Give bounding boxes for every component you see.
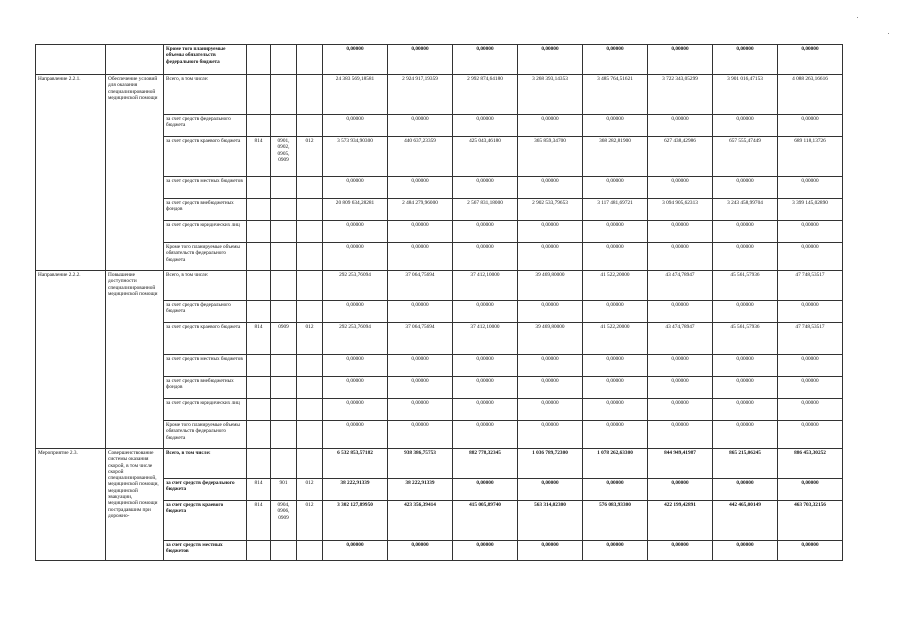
- amount-cell: 0,00000: [648, 177, 713, 199]
- amount-cell: 0,00000: [648, 377, 713, 399]
- target-article-cell: [297, 115, 323, 137]
- amount-cell: 47 748,53517: [778, 323, 843, 355]
- amount-cell: 0,00000: [518, 301, 583, 323]
- amount-cell: 368 282,81900: [583, 137, 648, 177]
- amount-cell: 365 859,34700: [518, 137, 583, 177]
- amount-cell: 0,00000: [648, 115, 713, 137]
- amount-cell: 0,00000: [648, 399, 713, 421]
- amount-cell: 0,00000: [778, 301, 843, 323]
- funding-source-cell: за счет средств федерального бюджета: [164, 301, 247, 323]
- target-article-cell: [297, 199, 323, 221]
- amount-cell: 0,00000: [648, 355, 713, 377]
- section-code-cell: [271, 221, 297, 243]
- amount-cell: 37 064,75694: [388, 271, 453, 301]
- amount-cell: 0,00000: [778, 541, 843, 561]
- amount-cell: 1 078 262,63300: [583, 449, 648, 479]
- grbs-code-cell: [247, 221, 271, 243]
- description-cell: Обеспечение условий для оказания специализированной медицинской помощи: [106, 75, 164, 271]
- amount-cell: 0,00000: [583, 115, 648, 137]
- amount-cell: 0,00000: [713, 541, 778, 561]
- section-code-cell: [271, 45, 297, 75]
- grbs-code-cell: [247, 243, 271, 271]
- target-article-cell: [297, 541, 323, 561]
- funding-source-cell: за счет средств юридических лиц: [164, 399, 247, 421]
- amount-cell: 39 469,80000: [518, 323, 583, 355]
- amount-cell: 938 386,75753: [388, 449, 453, 479]
- amount-cell: 4 088 263,16616: [778, 75, 843, 115]
- amount-cell: 0,00000: [323, 301, 388, 323]
- grbs-code-cell: [247, 421, 271, 449]
- amount-cell: 1 036 789,72300: [518, 449, 583, 479]
- funding-source-cell: за счет средств внебюджетных фондов: [164, 377, 247, 399]
- funding-source-cell: Кроме того планируемые объемы обязательств федерального бюджета: [164, 243, 247, 271]
- amount-cell: 563 314,02300: [518, 501, 583, 541]
- amount-cell: 0,00000: [778, 479, 843, 501]
- amount-cell: 3 302 127,89950: [323, 501, 388, 541]
- amount-cell: 38 222,91339: [388, 479, 453, 501]
- amount-cell: 3 485 764,51621: [583, 75, 648, 115]
- budget-table-body: [36, 45, 843, 561]
- direction-cell: Направление 2.2.1.: [36, 75, 106, 271]
- target-article-cell: 012: [297, 501, 323, 541]
- table-row: [36, 449, 843, 479]
- amount-cell: 0,00000: [778, 355, 843, 377]
- funding-source-cell: за счет средств федерального бюджета: [164, 479, 247, 501]
- amount-cell: 0,00000: [778, 115, 843, 137]
- amount-cell: 43 474,78947: [648, 271, 713, 301]
- amount-cell: 37 064,75694: [388, 323, 453, 355]
- amount-cell: 0,00000: [648, 479, 713, 501]
- section-code-cell: 901: [271, 479, 297, 501]
- section-code-cell: [271, 243, 297, 271]
- section-code-cell: [271, 541, 297, 561]
- amount-cell: 0,00000: [388, 177, 453, 199]
- grbs-code-cell: [247, 177, 271, 199]
- target-article-cell: [297, 243, 323, 271]
- amount-cell: 0,00000: [583, 177, 648, 199]
- amount-cell: 0,00000: [778, 45, 843, 75]
- amount-cell: 0,00000: [583, 479, 648, 501]
- amount-cell: 0,00000: [583, 541, 648, 561]
- amount-cell: 0,00000: [648, 45, 713, 75]
- amount-cell: 0,00000: [583, 399, 648, 421]
- amount-cell: 47 748,53517: [778, 271, 843, 301]
- amount-cell: 2 902 533,79653: [518, 199, 583, 221]
- amount-cell: 422 199,42891: [648, 501, 713, 541]
- amount-cell: 0,00000: [518, 243, 583, 271]
- amount-cell: 0,00000: [323, 421, 388, 449]
- amount-cell: 0,00000: [713, 221, 778, 243]
- grbs-code-cell: [247, 377, 271, 399]
- table-row: [36, 75, 843, 115]
- amount-cell: 0,00000: [388, 355, 453, 377]
- funding-source-cell: Всего, в том числе:: [164, 271, 247, 301]
- grbs-code-cell: [247, 271, 271, 301]
- amount-cell: 43 474,78947: [648, 323, 713, 355]
- amount-cell: 0,00000: [453, 45, 518, 75]
- amount-cell: 0,00000: [388, 45, 453, 75]
- amount-cell: 0,00000: [453, 377, 518, 399]
- amount-cell: 0,00000: [453, 115, 518, 137]
- amount-cell: 2 567 831,18000: [453, 199, 518, 221]
- section-code-cell: [271, 377, 297, 399]
- amount-cell: 0,00000: [518, 45, 583, 75]
- section-code-cell: [271, 115, 297, 137]
- amount-cell: 3 399 145,02890: [778, 199, 843, 221]
- target-article-cell: [297, 421, 323, 449]
- description-cell: Повышение доступности специализированной медицинской помощи: [106, 271, 164, 449]
- section-code-cell: [271, 355, 297, 377]
- amount-cell: 0,00000: [518, 541, 583, 561]
- amount-cell: 41 522,20000: [583, 271, 648, 301]
- amount-cell: 689 118,13726: [778, 137, 843, 177]
- target-article-cell: [297, 177, 323, 199]
- amount-cell: 0,00000: [583, 421, 648, 449]
- funding-source-cell: Всего, в том числе:: [164, 449, 247, 479]
- scan-speck: [888, 33, 889, 34]
- grbs-code-cell: [247, 115, 271, 137]
- grbs-code-cell: [247, 355, 271, 377]
- amount-cell: 38 222,91339: [323, 479, 388, 501]
- amount-cell: 423 356,39414: [388, 501, 453, 541]
- amount-cell: 3 243 458,99704: [713, 199, 778, 221]
- amount-cell: 0,00000: [453, 355, 518, 377]
- amount-cell: 0,00000: [648, 421, 713, 449]
- direction-cell: [36, 45, 106, 75]
- description-cell: [106, 45, 164, 75]
- amount-cell: 0,00000: [648, 541, 713, 561]
- amount-cell: 0,00000: [648, 243, 713, 271]
- table-row: [36, 45, 843, 75]
- amount-cell: 576 083,93300: [583, 501, 648, 541]
- amount-cell: 0,00000: [713, 421, 778, 449]
- amount-cell: 0,00000: [518, 355, 583, 377]
- amount-cell: 0,00000: [713, 45, 778, 75]
- grbs-code-cell: 814: [247, 501, 271, 541]
- amount-cell: 3 573 934,90300: [323, 137, 388, 177]
- section-code-cell: [271, 75, 297, 115]
- amount-cell: 0,00000: [713, 377, 778, 399]
- amount-cell: 0,00000: [583, 377, 648, 399]
- target-article-cell: [297, 449, 323, 479]
- amount-cell: 0,00000: [453, 301, 518, 323]
- funding-source-cell: Кроме того планируемые объемы обязательств федерального бюджета: [164, 421, 247, 449]
- amount-cell: 0,00000: [323, 45, 388, 75]
- amount-cell: 0,00000: [323, 243, 388, 271]
- grbs-code-cell: [247, 45, 271, 75]
- section-code-cell: [271, 421, 297, 449]
- funding-source-cell: за счет средств местных бюджетов: [164, 355, 247, 377]
- amount-cell: 45 561,57936: [713, 271, 778, 301]
- section-code-cell: 0909: [271, 323, 297, 355]
- target-article-cell: 012: [297, 479, 323, 501]
- amount-cell: 0,00000: [323, 177, 388, 199]
- amount-cell: 292 253,76094: [323, 323, 388, 355]
- amount-cell: 0,00000: [583, 355, 648, 377]
- section-code-cell: [271, 271, 297, 301]
- amount-cell: 882 778,32345: [453, 449, 518, 479]
- direction-cell: Мероприятие 2.3.: [36, 449, 106, 561]
- amount-cell: 0,00000: [323, 399, 388, 421]
- funding-source-cell: Всего, в том числе:: [164, 75, 247, 115]
- funding-source-cell: Кроме того планируемые объемы обязательств федерального бюджета: [164, 45, 247, 75]
- grbs-code-cell: [247, 301, 271, 323]
- amount-cell: 0,00000: [518, 221, 583, 243]
- amount-cell: 0,00000: [713, 243, 778, 271]
- target-article-cell: 012: [297, 137, 323, 177]
- amount-cell: 20 809 634,28281: [323, 199, 388, 221]
- amount-cell: 0,00000: [648, 221, 713, 243]
- grbs-code-cell: 814: [247, 137, 271, 177]
- section-code-cell: [271, 301, 297, 323]
- amount-cell: 41 522,20000: [583, 323, 648, 355]
- amount-cell: 0,00000: [713, 479, 778, 501]
- grbs-code-cell: [247, 75, 271, 115]
- amount-cell: 0,00000: [388, 221, 453, 243]
- amount-cell: 0,00000: [713, 301, 778, 323]
- section-code-cell: [271, 199, 297, 221]
- section-code-cell: [271, 177, 297, 199]
- amount-cell: 0,00000: [778, 399, 843, 421]
- target-article-cell: [297, 271, 323, 301]
- amount-cell: 0,00000: [453, 399, 518, 421]
- amount-cell: 0,00000: [453, 221, 518, 243]
- amount-cell: 425 043,46180: [453, 137, 518, 177]
- target-article-cell: [297, 377, 323, 399]
- amount-cell: 0,00000: [713, 355, 778, 377]
- amount-cell: 440 637,23359: [388, 137, 453, 177]
- amount-cell: 45 561,57936: [713, 323, 778, 355]
- grbs-code-cell: [247, 449, 271, 479]
- amount-cell: 2 484 279,96000: [388, 199, 453, 221]
- section-code-cell: 0904, 0906, 0909: [271, 501, 297, 541]
- amount-cell: 627 438,42986: [648, 137, 713, 177]
- amount-cell: 3 094 905,62313: [648, 199, 713, 221]
- amount-cell: 0,00000: [453, 479, 518, 501]
- amount-cell: 37 412,10000: [453, 323, 518, 355]
- amount-cell: 0,00000: [453, 243, 518, 271]
- amount-cell: 39 469,80000: [518, 271, 583, 301]
- target-article-cell: [297, 355, 323, 377]
- amount-cell: 0,00000: [453, 541, 518, 561]
- amount-cell: 886 453,30252: [778, 449, 843, 479]
- target-article-cell: [297, 45, 323, 75]
- amount-cell: 415 005,89740: [453, 501, 518, 541]
- amount-cell: 6 532 853,57182: [323, 449, 388, 479]
- amount-cell: 0,00000: [388, 377, 453, 399]
- target-article-cell: [297, 399, 323, 421]
- funding-source-cell: за счет средств юридических лиц: [164, 221, 247, 243]
- grbs-code-cell: [247, 199, 271, 221]
- funding-source-cell: за счет средств краевого бюджета: [164, 323, 247, 355]
- amount-cell: 0,00000: [713, 399, 778, 421]
- amount-cell: 0,00000: [648, 301, 713, 323]
- amount-cell: 0,00000: [453, 177, 518, 199]
- amount-cell: 0,00000: [518, 399, 583, 421]
- amount-cell: 0,00000: [388, 399, 453, 421]
- amount-cell: 0,00000: [713, 115, 778, 137]
- amount-cell: 3 901 016,47153: [713, 75, 778, 115]
- grbs-code-cell: 814: [247, 479, 271, 501]
- amount-cell: 0,00000: [583, 243, 648, 271]
- amount-cell: 0,00000: [323, 115, 388, 137]
- amount-cell: 0,00000: [778, 421, 843, 449]
- amount-cell: 0,00000: [778, 177, 843, 199]
- amount-cell: 3 268 393,14353: [518, 75, 583, 115]
- funding-source-cell: за счет средств краевого бюджета: [164, 501, 247, 541]
- funding-source-cell: за счет средств внебюджетных фондов: [164, 199, 247, 221]
- target-article-cell: [297, 301, 323, 323]
- amount-cell: 3 722 343,05299: [648, 75, 713, 115]
- amount-cell: 0,00000: [323, 541, 388, 561]
- funding-source-cell: за счет средств федерального бюджета: [164, 115, 247, 137]
- amount-cell: 657 555,47449: [713, 137, 778, 177]
- amount-cell: 0,00000: [388, 541, 453, 561]
- amount-cell: 2 924 917,19359: [388, 75, 453, 115]
- grbs-code-cell: [247, 399, 271, 421]
- grbs-code-cell: 814: [247, 323, 271, 355]
- amount-cell: 0,00000: [778, 221, 843, 243]
- amount-cell: 0,00000: [583, 221, 648, 243]
- direction-cell: Направление 2.2.2.: [36, 271, 106, 449]
- amount-cell: 0,00000: [518, 421, 583, 449]
- amount-cell: 0,00000: [518, 177, 583, 199]
- amount-cell: 0,00000: [323, 221, 388, 243]
- amount-cell: 0,00000: [388, 243, 453, 271]
- amount-cell: 0,00000: [713, 177, 778, 199]
- amount-cell: 37 412,10000: [453, 271, 518, 301]
- amount-cell: 292 253,76094: [323, 271, 388, 301]
- amount-cell: 0,00000: [778, 377, 843, 399]
- amount-cell: 0,00000: [323, 355, 388, 377]
- amount-cell: 0,00000: [388, 115, 453, 137]
- amount-cell: 0,00000: [323, 377, 388, 399]
- amount-cell: 0,00000: [518, 377, 583, 399]
- amount-cell: 0,00000: [518, 115, 583, 137]
- section-code-cell: 0901, 0902, 0905, 0909: [271, 137, 297, 177]
- amount-cell: 0,00000: [388, 301, 453, 323]
- budget-table: [35, 44, 843, 561]
- grbs-code-cell: [247, 541, 271, 561]
- funding-source-cell: за счет средств местных бюджетов: [164, 541, 247, 561]
- amount-cell: 865 215,06245: [713, 449, 778, 479]
- amount-cell: 24 383 569,18581: [323, 75, 388, 115]
- amount-cell: 0,00000: [518, 479, 583, 501]
- description-cell: Совершенствование системы оказания скорой, в том числе скорой специализированной, медицинской помощи, медицинской эвакуации, медицинской помощи пострадавшим при дорожно-: [106, 449, 164, 561]
- target-article-cell: [297, 221, 323, 243]
- amount-cell: 463 703,32156: [778, 501, 843, 541]
- section-code-cell: [271, 399, 297, 421]
- funding-source-cell: за счет средств краевого бюджета: [164, 137, 247, 177]
- target-article-cell: 012: [297, 323, 323, 355]
- amount-cell: 442 465,00149: [713, 501, 778, 541]
- amount-cell: 0,00000: [453, 421, 518, 449]
- amount-cell: 0,00000: [583, 45, 648, 75]
- target-article-cell: [297, 75, 323, 115]
- amount-cell: 0,00000: [388, 421, 453, 449]
- amount-cell: 0,00000: [583, 301, 648, 323]
- table-row: [36, 271, 843, 301]
- amount-cell: 0,00000: [778, 243, 843, 271]
- amount-cell: 2 992 874,64180: [453, 75, 518, 115]
- amount-cell: 844 949,41987: [648, 449, 713, 479]
- amount-cell: 3 117 481,69721: [583, 199, 648, 221]
- section-code-cell: [271, 449, 297, 479]
- funding-source-cell: за счет средств местных бюджетов: [164, 177, 247, 199]
- scan-speck: [857, 17, 858, 18]
